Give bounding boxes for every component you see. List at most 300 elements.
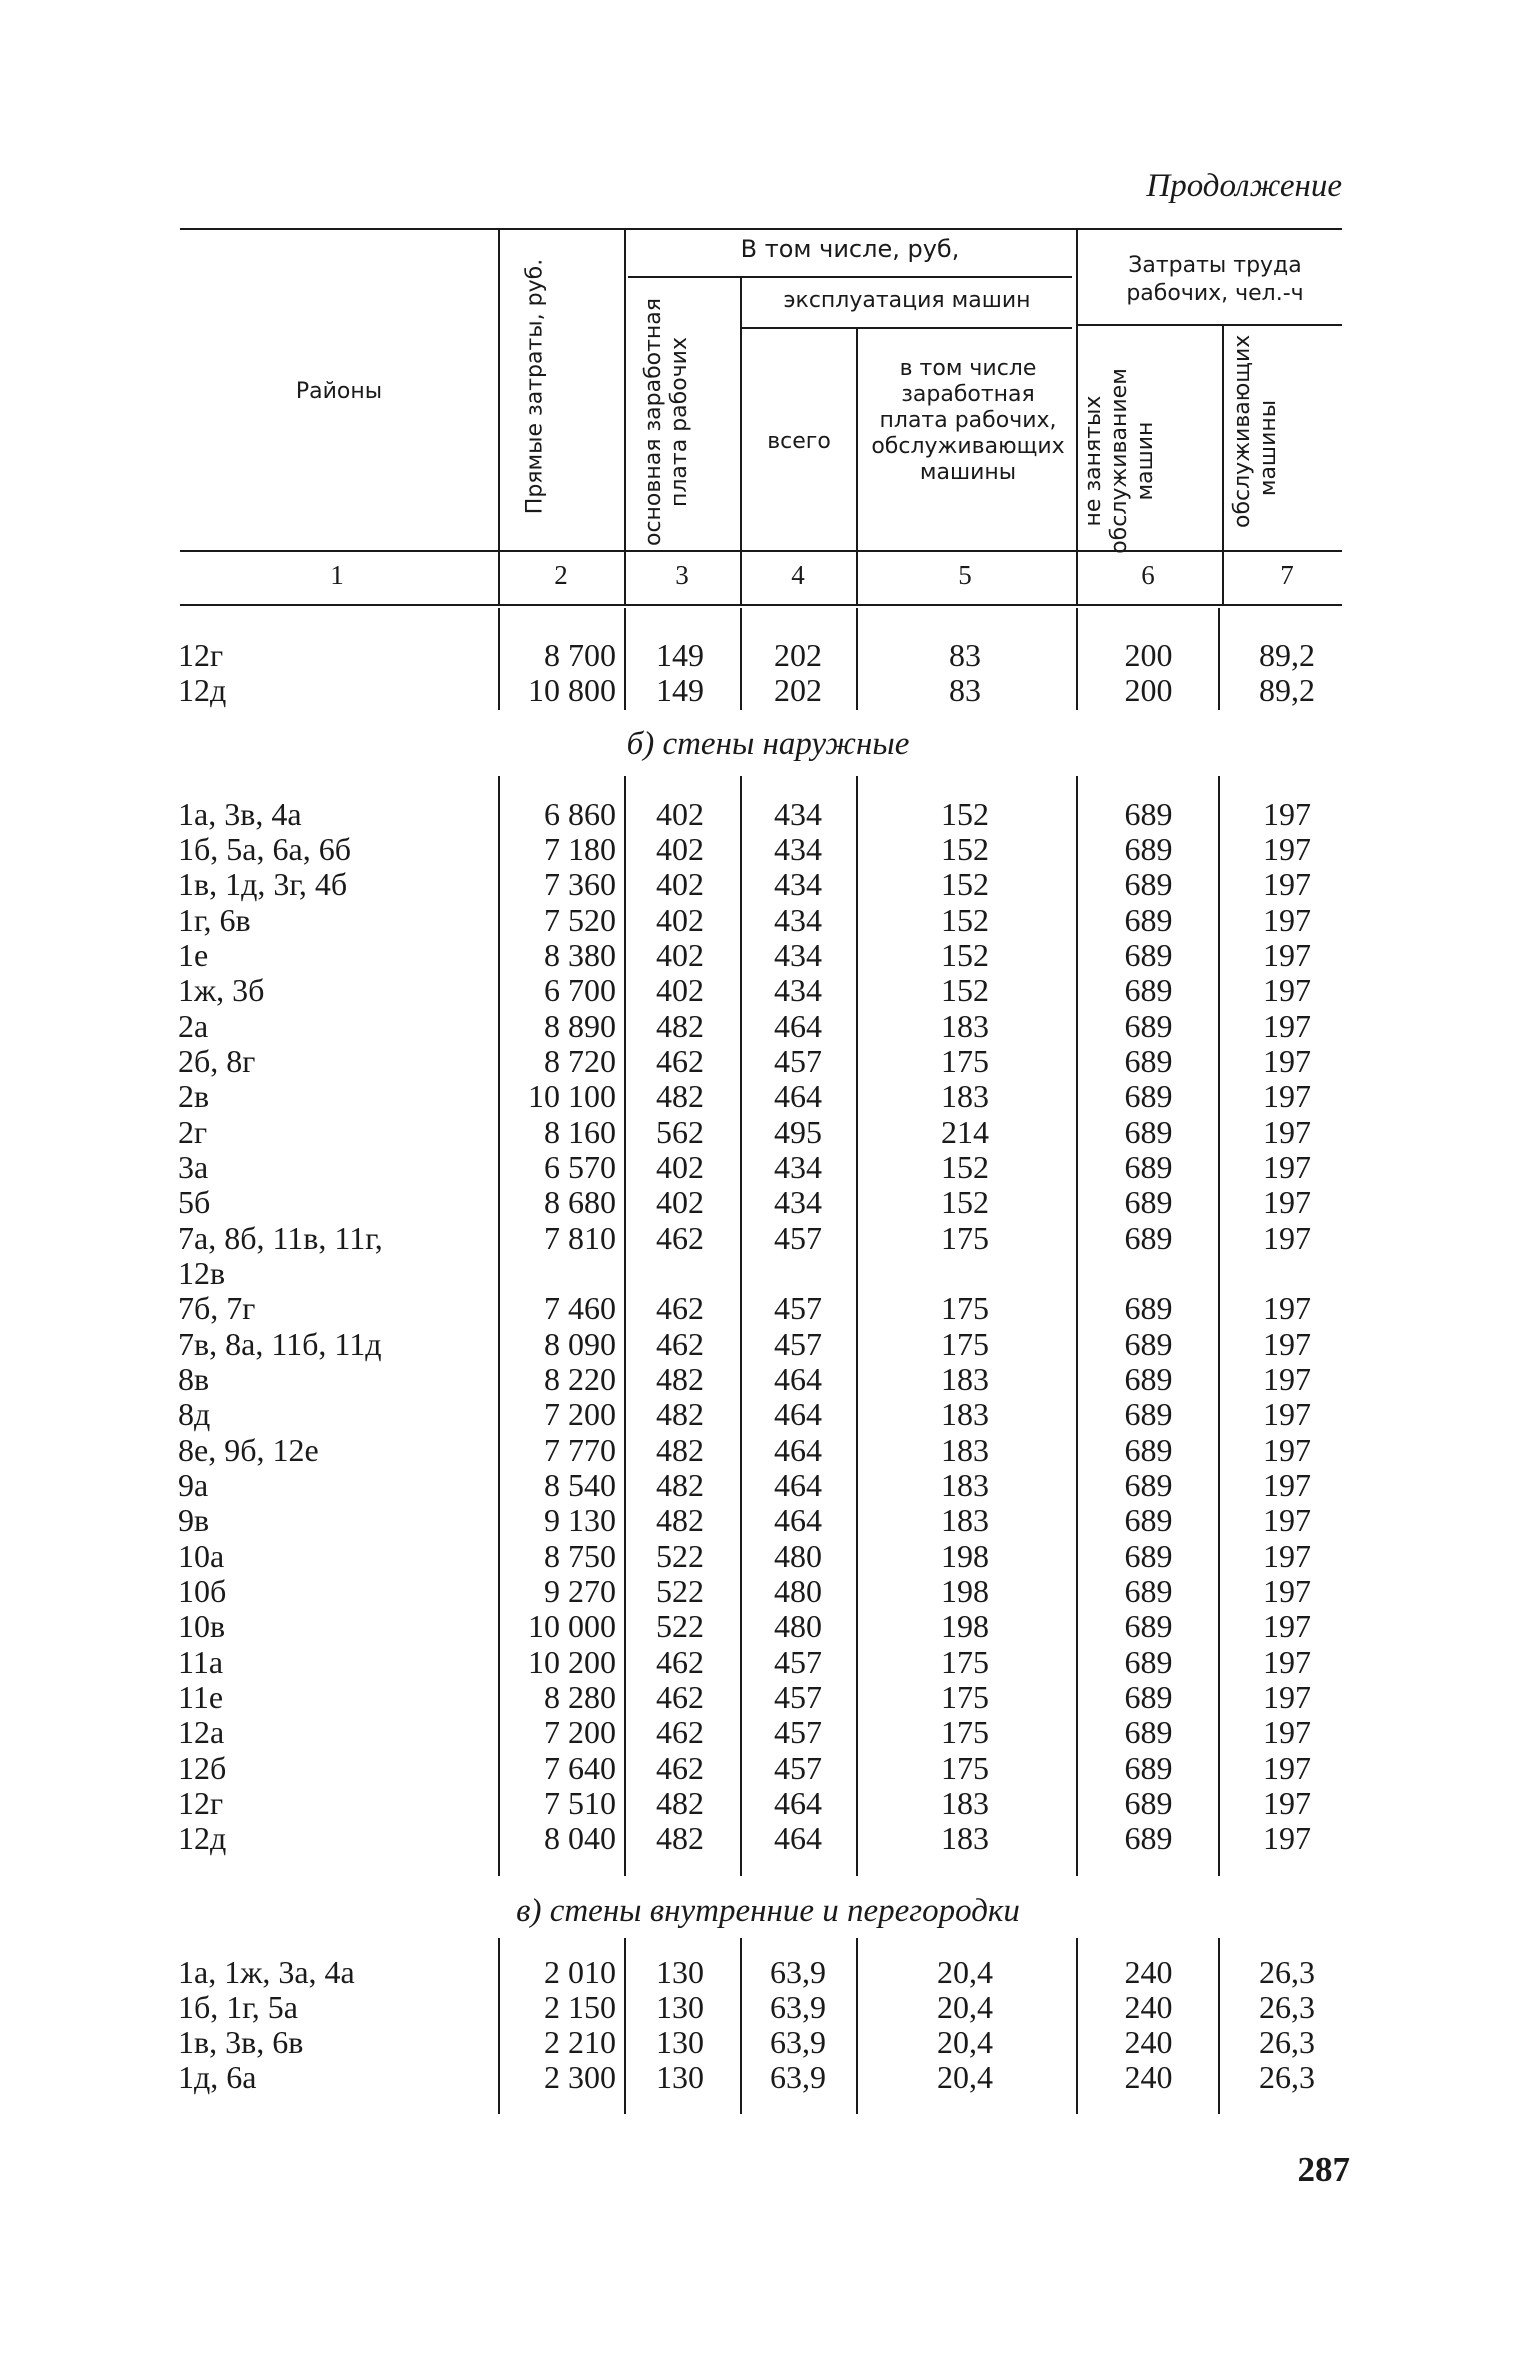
- cell-direct-costs: 10 000: [528, 1608, 616, 1644]
- cell-machine-wages: 183: [941, 1078, 989, 1114]
- cell-base-wages: 522: [656, 1608, 704, 1644]
- table-row: [0, 1185, 1536, 1220]
- cell-labor-not-machine: 689: [1124, 1785, 1173, 1821]
- cell-machine-wages: 183: [941, 1502, 989, 1538]
- header-labor-costs: Затраты труда рабочих, чел.-ч: [1126, 253, 1304, 306]
- table-row: [0, 1291, 1536, 1326]
- table-row: [0, 1645, 1536, 1680]
- colnum-6: 6: [1141, 560, 1155, 590]
- cell-machine-wages: 183: [941, 1008, 989, 1044]
- cell-labor-not-machine: 689: [1124, 1608, 1173, 1644]
- cell-base-wages: 402: [656, 1149, 704, 1185]
- cell-base-wages: 402: [656, 937, 704, 973]
- cell-labor-machine: 197: [1263, 1502, 1311, 1538]
- cell-labor-not-machine: 689: [1124, 831, 1173, 867]
- cell-labor-not-machine: 689: [1124, 796, 1173, 832]
- cell-direct-costs: 7 200: [544, 1714, 616, 1750]
- cell-base-wages: 522: [656, 1573, 704, 1609]
- cell-labor-machine: 197: [1263, 1573, 1311, 1609]
- cell-base-wages: 402: [656, 831, 704, 867]
- header-base-wages: основная заработная плата рабочих: [641, 297, 692, 547]
- colnum-2: 2: [554, 560, 568, 590]
- cell-labor-not-machine: 689: [1124, 1220, 1173, 1256]
- cell-machine-wages: 152: [941, 796, 989, 832]
- section-title-interior-walls: в) стены внутренние и перегородки: [516, 1893, 1020, 1929]
- cell-labor-not-machine: 689: [1124, 866, 1173, 902]
- table-row: [0, 1751, 1536, 1786]
- cell-region: 11е: [178, 1679, 224, 1715]
- table-row: [0, 1044, 1536, 1079]
- cell-base-wages: 462: [656, 1679, 704, 1715]
- colnum-bottom-rule: [180, 604, 1342, 606]
- cell-labor-not-machine: 689: [1124, 1008, 1173, 1044]
- table-row: [0, 832, 1536, 867]
- cell-direct-costs: 8 040: [544, 1820, 616, 1856]
- cell-base-wages: 462: [656, 1644, 704, 1680]
- cell-base-wages: 462: [656, 1043, 704, 1079]
- cell-labor-machine: 197: [1263, 1290, 1311, 1326]
- cell-labor-machine: 197: [1263, 1538, 1311, 1574]
- cell-machine-wages: 183: [941, 1396, 989, 1432]
- cell-region: 1е: [178, 937, 209, 973]
- cell-machines-total: 480: [774, 1608, 822, 1644]
- cell-machine-wages: 175: [941, 1679, 989, 1715]
- table-row: [0, 973, 1536, 1008]
- cell-labor-machine: 197: [1263, 1608, 1311, 1644]
- cell-machine-wages: 175: [941, 1750, 989, 1786]
- cell-labor-not-machine: 689: [1124, 1361, 1173, 1397]
- cell-machines-total: 457: [774, 1714, 822, 1750]
- cell-direct-costs: 8 700: [544, 637, 616, 673]
- cell-labor-not-machine: 240: [1124, 2059, 1173, 2095]
- cell-machine-wages: 175: [941, 1714, 989, 1750]
- cell-region: 12д: [178, 672, 227, 708]
- table-row: [0, 797, 1536, 832]
- cell-machine-wages: 152: [941, 831, 989, 867]
- cell-machine-wages: 175: [941, 1220, 989, 1256]
- cell-machines-total: 464: [774, 1785, 822, 1821]
- table-row: [0, 867, 1536, 902]
- cell-labor-not-machine: 689: [1124, 1290, 1173, 1326]
- cell-base-wages: 482: [656, 1361, 704, 1397]
- header-direct-costs: Прямые затраты, руб.: [522, 258, 548, 515]
- cell-machine-wages: 20,4: [937, 2024, 993, 2060]
- cell-direct-costs: 8 160: [544, 1114, 616, 1150]
- cell-direct-costs: 10 800: [528, 672, 616, 708]
- cell-labor-machine: 197: [1263, 866, 1311, 902]
- cell-direct-costs: 8 090: [544, 1326, 616, 1362]
- table-row: [0, 1221, 1536, 1256]
- cell-region: 1в, 1д, 3г, 4б: [178, 866, 348, 902]
- table-row: [0, 1503, 1536, 1538]
- header-including: В том числе, руб,: [740, 235, 960, 263]
- cell-direct-costs: 8 750: [544, 1538, 616, 1574]
- cell-labor-not-machine: 689: [1124, 1750, 1173, 1786]
- table-row: [0, 1150, 1536, 1185]
- cell-region: 12б: [178, 1750, 227, 1786]
- cell-region: 10в: [178, 1608, 226, 1644]
- cell-region: 8д: [178, 1396, 211, 1432]
- cell-machines-total: 480: [774, 1538, 822, 1574]
- cell-direct-costs: 10 200: [528, 1644, 616, 1680]
- cell-region: 12а: [178, 1714, 225, 1750]
- cell-labor-machine: 197: [1263, 831, 1311, 867]
- cell-region: 11а: [178, 1644, 224, 1680]
- cell-base-wages: 462: [656, 1750, 704, 1786]
- table-row: [0, 1786, 1536, 1821]
- cell-machines-total: 63,9: [770, 2024, 826, 2060]
- cell-labor-not-machine: 240: [1124, 1954, 1173, 1990]
- table-row: [0, 673, 1536, 708]
- cell-labor-machine: 89,2: [1259, 637, 1315, 673]
- cell-region: 1б, 5а, 6а, 6б: [178, 831, 351, 867]
- section-title-exterior-walls: б) стены наружные: [626, 726, 910, 762]
- cell-direct-costs: 7 640: [544, 1750, 616, 1786]
- header-regions: Районы: [295, 379, 383, 404]
- cell-base-wages: 149: [656, 672, 704, 708]
- header-rule-subgroup: [628, 276, 1072, 278]
- cell-machine-wages: 152: [941, 937, 989, 973]
- cell-region: 9а: [178, 1467, 209, 1503]
- cell-machines-total: 457: [774, 1644, 822, 1680]
- header-vline-2: [624, 228, 626, 604]
- header-vline-6: [1222, 324, 1224, 604]
- cell-labor-machine: 197: [1263, 902, 1311, 938]
- cell-labor-machine: 197: [1263, 1149, 1311, 1185]
- cell-direct-costs: 8 540: [544, 1467, 616, 1503]
- cell-labor-not-machine: 689: [1124, 902, 1173, 938]
- cell-base-wages: 402: [656, 866, 704, 902]
- cell-direct-costs: 8 720: [544, 1043, 616, 1079]
- cell-direct-costs: 8 380: [544, 937, 616, 973]
- cell-base-wages: 402: [656, 902, 704, 938]
- cell-direct-costs: 8 890: [544, 1008, 616, 1044]
- cell-machines-total: 464: [774, 1361, 822, 1397]
- cell-direct-costs: 7 770: [544, 1432, 616, 1468]
- header-machine-serving: обслуживающих машины: [1230, 334, 1281, 528]
- cell-region: 1а, 1ж, 3а, 4а: [178, 1954, 355, 1990]
- cell-region: 1ж, 3б: [178, 972, 265, 1008]
- cell-base-wages: 130: [656, 1989, 704, 2025]
- cell-direct-costs: 8 220: [544, 1361, 616, 1397]
- cell-labor-not-machine: 689: [1124, 1644, 1173, 1680]
- cell-machines-total: 434: [774, 796, 822, 832]
- header-machine-operation: эксплуатация машин: [783, 288, 1031, 313]
- cell-base-wages: 462: [656, 1714, 704, 1750]
- cell-region: 8е, 9б, 12е: [178, 1432, 319, 1468]
- table-row: [0, 1397, 1536, 1432]
- table-row: [0, 938, 1536, 973]
- cell-machines-total: 434: [774, 972, 822, 1008]
- colnum-1: 1: [330, 560, 344, 590]
- cell-machines-total: 434: [774, 937, 822, 973]
- cell-region: 5б: [178, 1184, 211, 1220]
- cell-labor-not-machine: 200: [1124, 672, 1173, 708]
- cell-labor-not-machine: 689: [1124, 1149, 1173, 1185]
- cell-region: 3а: [178, 1149, 209, 1185]
- cell-machines-total: 457: [774, 1043, 822, 1079]
- cell-machines-total: 457: [774, 1750, 822, 1786]
- cell-labor-machine: 197: [1263, 1750, 1311, 1786]
- cell-machines-total: 464: [774, 1467, 822, 1503]
- cell-base-wages: 522: [656, 1538, 704, 1574]
- cell-base-wages: 482: [656, 1396, 704, 1432]
- header-vline-5: [1076, 228, 1078, 604]
- cell-base-wages: 402: [656, 1184, 704, 1220]
- cell-labor-not-machine: 240: [1124, 2024, 1173, 2060]
- cell-labor-machine: 197: [1263, 1467, 1311, 1503]
- cell-labor-machine: 197: [1263, 1396, 1311, 1432]
- cell-base-wages: 482: [656, 1432, 704, 1468]
- cell-machines-total: 464: [774, 1502, 822, 1538]
- cell-labor-machine: 197: [1263, 1679, 1311, 1715]
- cell-labor-not-machine: 689: [1124, 1184, 1173, 1220]
- table-row: [0, 1468, 1536, 1503]
- cell-direct-costs: 7 180: [544, 831, 616, 867]
- cell-region: 2г: [178, 1114, 208, 1150]
- cell-region: 7б, 7г: [178, 1290, 256, 1326]
- header-not-machine: не занятых обслуживанием машин: [1081, 368, 1158, 554]
- cell-direct-costs: 7 510: [544, 1785, 616, 1821]
- header-rule-labor: [1076, 324, 1342, 326]
- cell-machines-total: 464: [774, 1432, 822, 1468]
- cell-machines-total: 464: [774, 1820, 822, 1856]
- cell-base-wages: 462: [656, 1326, 704, 1362]
- cell-labor-machine: 26,3: [1259, 1989, 1315, 2025]
- header-incl-wages: в том числе заработная плата рабочих, обслуживающих машины: [871, 356, 1065, 485]
- table-row: [0, 1079, 1536, 1114]
- cell-machine-wages: 152: [941, 866, 989, 902]
- table-top-rule: [180, 228, 1342, 230]
- table-row: [0, 1256, 1536, 1291]
- cell-machines-total: 457: [774, 1290, 822, 1326]
- cell-base-wages: 482: [656, 1785, 704, 1821]
- colnum-5: 5: [958, 560, 972, 590]
- cell-labor-machine: 197: [1263, 1326, 1311, 1362]
- cell-machines-total: 464: [774, 1396, 822, 1432]
- cell-machine-wages: 183: [941, 1432, 989, 1468]
- cell-labor-machine: 197: [1263, 1644, 1311, 1680]
- cell-base-wages: 149: [656, 637, 704, 673]
- cell-machine-wages: 152: [941, 1149, 989, 1185]
- cell-labor-not-machine: 689: [1124, 1396, 1173, 1432]
- cell-labor-not-machine: 689: [1124, 1573, 1173, 1609]
- table-row: [0, 1539, 1536, 1574]
- cell-region: 1д, 6а: [178, 2059, 257, 2095]
- cell-labor-machine: 197: [1263, 1008, 1311, 1044]
- cell-direct-costs: 7 810: [544, 1220, 616, 1256]
- cell-direct-costs: 2 300: [544, 2059, 616, 2095]
- cell-region: 12в: [178, 1255, 226, 1291]
- cell-labor-machine: 197: [1263, 1785, 1311, 1821]
- cell-machine-wages: 183: [941, 1820, 989, 1856]
- cell-labor-machine: 197: [1263, 1820, 1311, 1856]
- cell-labor-machine: 197: [1263, 1078, 1311, 1114]
- cell-base-wages: 130: [656, 2024, 704, 2060]
- cell-labor-machine: 197: [1263, 1220, 1311, 1256]
- cell-region: 7а, 8б, 11в, 11г,: [178, 1220, 383, 1256]
- table-row: [0, 1327, 1536, 1362]
- cell-labor-machine: 197: [1263, 972, 1311, 1008]
- cell-machines-total: 434: [774, 831, 822, 867]
- cell-labor-machine: 197: [1263, 796, 1311, 832]
- cell-region: 12г: [178, 1785, 224, 1821]
- cell-machine-wages: 175: [941, 1043, 989, 1079]
- cell-direct-costs: 9 270: [544, 1573, 616, 1609]
- cell-machines-total: 434: [774, 902, 822, 938]
- cell-machines-total: 434: [774, 866, 822, 902]
- cell-labor-not-machine: 240: [1124, 1989, 1173, 2025]
- cell-labor-not-machine: 689: [1124, 1714, 1173, 1750]
- cell-machine-wages: 20,4: [937, 1954, 993, 1990]
- cell-direct-costs: 7 520: [544, 902, 616, 938]
- cell-machine-wages: 198: [941, 1573, 989, 1609]
- cell-labor-machine: 26,3: [1259, 1954, 1315, 1990]
- table-row: [0, 1609, 1536, 1644]
- table-row: [0, 1680, 1536, 1715]
- cell-direct-costs: 6 860: [544, 796, 616, 832]
- cell-region: 9в: [178, 1502, 210, 1538]
- cell-labor-machine: 26,3: [1259, 2024, 1315, 2060]
- cell-machines-total: 434: [774, 1184, 822, 1220]
- table-row: [0, 1715, 1536, 1750]
- cell-labor-machine: 26,3: [1259, 2059, 1315, 2095]
- cell-region: 2а: [178, 1008, 209, 1044]
- cell-machine-wages: 152: [941, 972, 989, 1008]
- cell-labor-not-machine: 689: [1124, 1538, 1173, 1574]
- cell-machine-wages: 175: [941, 1290, 989, 1326]
- cell-base-wages: 482: [656, 1467, 704, 1503]
- cell-machine-wages: 20,4: [937, 2059, 993, 2095]
- cell-region: 12д: [178, 1820, 227, 1856]
- table-row: [0, 2025, 1536, 2060]
- cell-region: 1в, 3в, 6в: [178, 2024, 304, 2060]
- cell-machines-total: 202: [774, 672, 822, 708]
- cell-base-wages: 462: [656, 1290, 704, 1326]
- page-number: 287: [1297, 2150, 1350, 2189]
- table-row: [0, 1115, 1536, 1150]
- table-row: [0, 2060, 1536, 2095]
- header-vline-1: [498, 228, 500, 604]
- table-row: [0, 1433, 1536, 1468]
- cell-machine-wages: 214: [941, 1114, 989, 1150]
- cell-labor-not-machine: 689: [1124, 1078, 1173, 1114]
- cell-base-wages: 482: [656, 1502, 704, 1538]
- cell-labor-machine: 197: [1263, 1361, 1311, 1397]
- cell-labor-machine: 197: [1263, 937, 1311, 973]
- cell-labor-machine: 197: [1263, 1184, 1311, 1220]
- colnum-4: 4: [791, 560, 805, 590]
- cell-labor-not-machine: 689: [1124, 937, 1173, 973]
- cell-region: 10а: [178, 1538, 225, 1574]
- cell-base-wages: 130: [656, 1954, 704, 1990]
- cell-machine-wages: 198: [941, 1538, 989, 1574]
- cell-base-wages: 462: [656, 1220, 704, 1256]
- cell-region: 1б, 1г, 5а: [178, 1989, 298, 2025]
- cell-base-wages: 482: [656, 1078, 704, 1114]
- cell-machine-wages: 152: [941, 1184, 989, 1220]
- cell-labor-not-machine: 689: [1124, 1114, 1173, 1150]
- header-rule-machines: [742, 327, 1072, 329]
- cell-machine-wages: 183: [941, 1361, 989, 1397]
- cell-base-wages: 402: [656, 972, 704, 1008]
- cell-region: 10б: [178, 1573, 227, 1609]
- header-total: всего: [767, 429, 831, 454]
- cell-direct-costs: 7 460: [544, 1290, 616, 1326]
- cell-labor-not-machine: 689: [1124, 1467, 1173, 1503]
- cell-machines-total: 63,9: [770, 1989, 826, 2025]
- cell-machines-total: 63,9: [770, 1954, 826, 1990]
- colnum-7: 7: [1280, 560, 1294, 590]
- cell-labor-not-machine: 689: [1124, 1679, 1173, 1715]
- cell-machine-wages: 83: [949, 637, 981, 673]
- cell-base-wages: 482: [656, 1008, 704, 1044]
- cell-machines-total: 434: [774, 1149, 822, 1185]
- cell-machine-wages: 152: [941, 902, 989, 938]
- cell-region: 1г, 6в: [178, 902, 251, 938]
- continuation-label: Продолжение: [1146, 168, 1342, 204]
- colnum-3: 3: [675, 560, 689, 590]
- cell-direct-costs: 2 010: [544, 1954, 616, 1990]
- cell-direct-costs: 7 200: [544, 1396, 616, 1432]
- cell-labor-not-machine: 689: [1124, 1043, 1173, 1079]
- header-bottom-rule: [180, 550, 1342, 552]
- cell-region: 2в: [178, 1078, 210, 1114]
- table-row: [0, 1574, 1536, 1609]
- cell-machines-total: 63,9: [770, 2059, 826, 2095]
- cell-region: 7в, 8а, 11б, 11д: [178, 1326, 382, 1362]
- header-vline-4: [856, 327, 858, 604]
- table-row: [0, 1009, 1536, 1044]
- cell-labor-machine: 197: [1263, 1043, 1311, 1079]
- table-row: [0, 903, 1536, 938]
- cell-machine-wages: 183: [941, 1785, 989, 1821]
- table-row: [0, 1955, 1536, 1990]
- cell-labor-not-machine: 689: [1124, 1432, 1173, 1468]
- cell-direct-costs: 2 150: [544, 1989, 616, 2025]
- cell-labor-not-machine: 689: [1124, 972, 1173, 1008]
- cell-machines-total: 480: [774, 1573, 822, 1609]
- cell-machine-wages: 175: [941, 1326, 989, 1362]
- cell-direct-costs: 6 570: [544, 1149, 616, 1185]
- table-row: [0, 1990, 1536, 2025]
- cell-machine-wages: 183: [941, 1467, 989, 1503]
- cell-machines-total: 495: [774, 1114, 822, 1150]
- cell-base-wages: 402: [656, 796, 704, 832]
- cell-region: 12г: [178, 637, 224, 673]
- cell-machines-total: 464: [774, 1008, 822, 1044]
- cell-machines-total: 457: [774, 1679, 822, 1715]
- cell-region: 8в: [178, 1361, 210, 1397]
- cell-base-wages: 562: [656, 1114, 704, 1150]
- cell-machines-total: 457: [774, 1220, 822, 1256]
- cell-labor-not-machine: 689: [1124, 1326, 1173, 1362]
- cell-labor-machine: 197: [1263, 1714, 1311, 1750]
- cell-labor-machine: 89,2: [1259, 672, 1315, 708]
- cell-labor-not-machine: 689: [1124, 1820, 1173, 1856]
- cell-labor-machine: 197: [1263, 1114, 1311, 1150]
- cell-machines-total: 457: [774, 1326, 822, 1362]
- cell-labor-machine: 197: [1263, 1432, 1311, 1468]
- cell-machines-total: 464: [774, 1078, 822, 1114]
- cell-direct-costs: 8 280: [544, 1679, 616, 1715]
- table-row: [0, 638, 1536, 673]
- cell-base-wages: 130: [656, 2059, 704, 2095]
- cell-region: 2б, 8г: [178, 1043, 256, 1079]
- cell-labor-not-machine: 689: [1124, 1502, 1173, 1538]
- cell-machine-wages: 83: [949, 672, 981, 708]
- cell-direct-costs: 9 130: [544, 1502, 616, 1538]
